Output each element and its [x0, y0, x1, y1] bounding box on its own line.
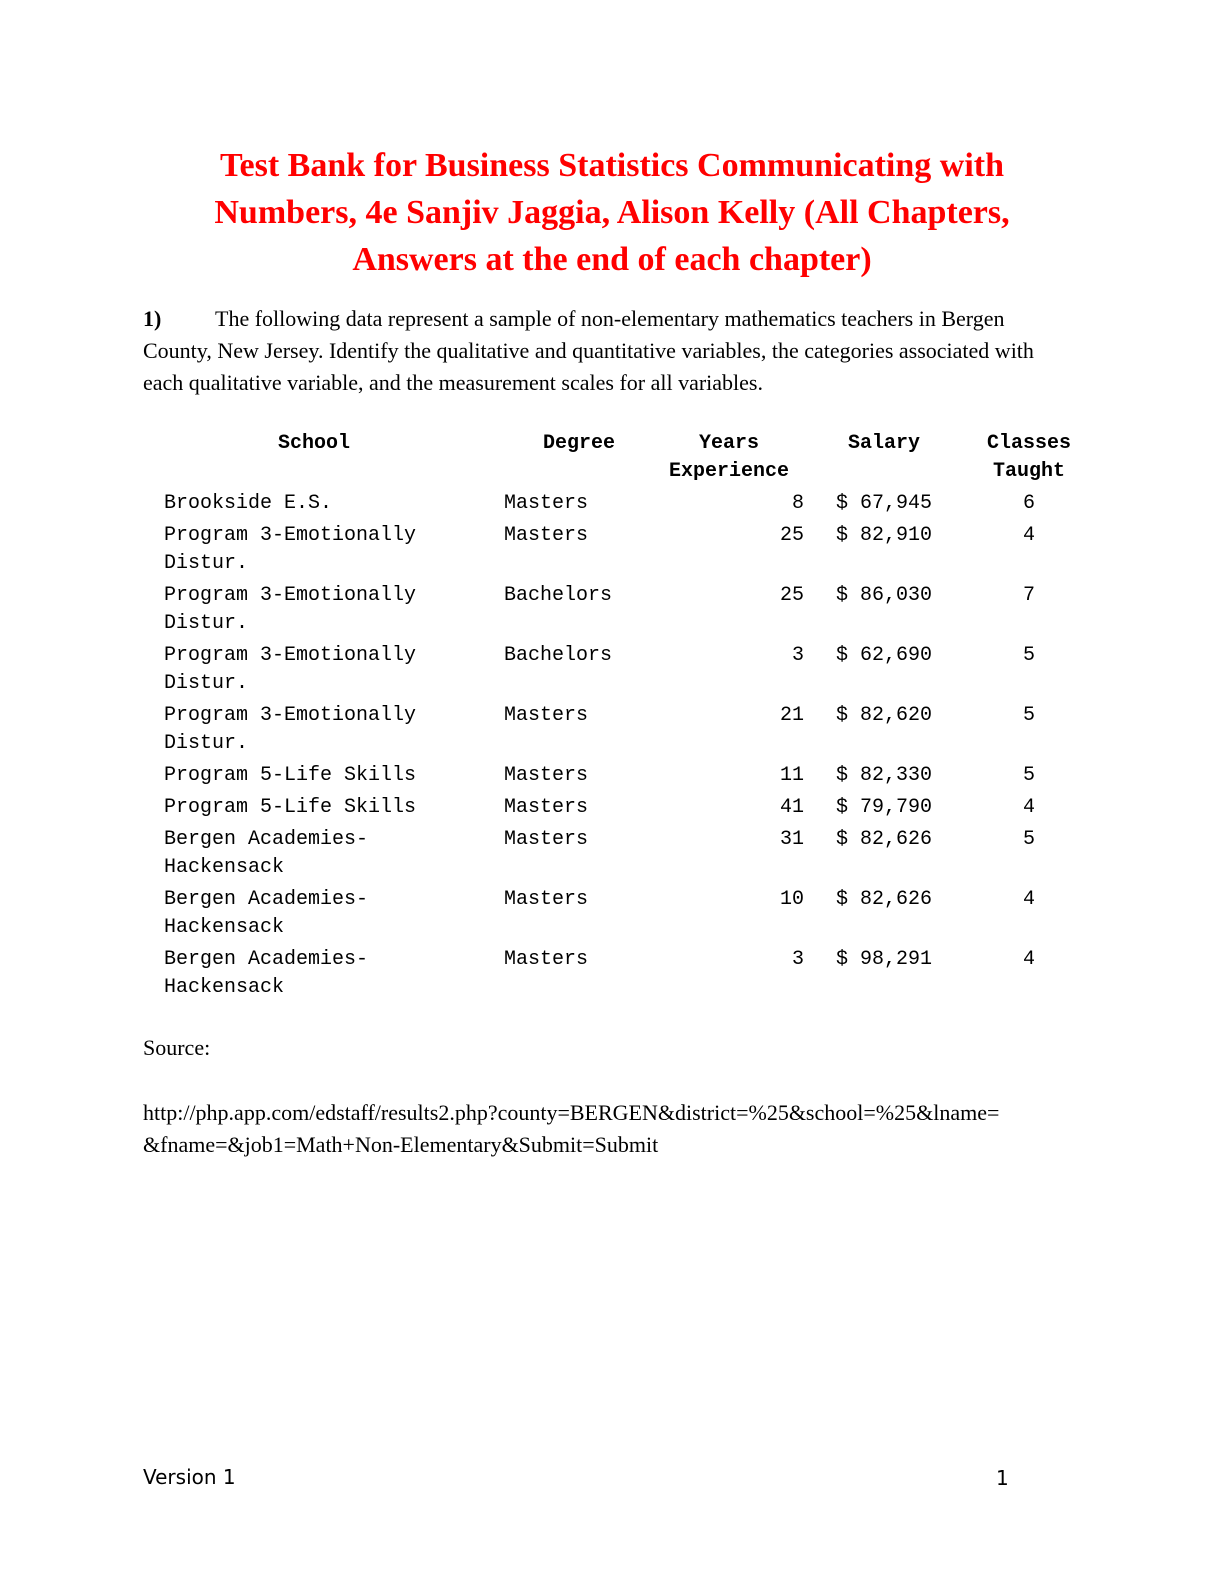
- header-years-line1: Years: [698, 432, 759, 455]
- source-url-line1[interactable]: http://php.app.com/edstaff/results2.php?county=BERGEN&district=%25&school=%25&lname=: [143, 1100, 1000, 1125]
- header-classes-line2: Taught: [992, 460, 1065, 483]
- cell-years: [654, 490, 804, 522]
- cell-classes: 6: [1022, 492, 1035, 515]
- cell-degree: Masters: [504, 828, 589, 851]
- table-row: [160, 826, 1094, 886]
- table-row: [160, 642, 1094, 702]
- cell-salary: $ 82,620: [835, 704, 932, 727]
- cell-classes: 4: [1022, 524, 1035, 547]
- cell-years: [654, 702, 804, 762]
- cell-degree: Masters: [504, 524, 589, 547]
- question-number: 1): [143, 306, 162, 331]
- source-url-line2[interactable]: &fname=&job1=Math+Non-Elementary&Submit=Submit: [143, 1132, 659, 1157]
- cell-salary: $ 86,030: [835, 584, 932, 607]
- cell-classes: 4: [1022, 948, 1035, 971]
- cell-degree: Masters: [504, 796, 589, 819]
- cell-degree: Bachelors: [504, 644, 613, 667]
- cell-salary: $ 82,330: [835, 764, 932, 787]
- cell-school: [160, 946, 504, 1006]
- table-row: [160, 794, 1094, 826]
- cell-degree: Masters: [504, 492, 589, 515]
- cell-classes: 4: [1022, 888, 1035, 911]
- school-line2: Distur.: [164, 612, 249, 635]
- header-classes-line1: Classes: [986, 432, 1071, 455]
- cell-classes: 4: [1022, 796, 1035, 819]
- years-value: 41: [779, 796, 804, 819]
- cell-years: [654, 762, 804, 794]
- cell-classes: 7: [1022, 584, 1035, 607]
- cell-salary: $ 82,626: [835, 888, 932, 911]
- footer-version: Version 1: [143, 1465, 236, 1489]
- cell-salary: $ 98,291: [835, 948, 932, 971]
- header-degree: Degree: [542, 432, 615, 455]
- school-line2: Distur.: [164, 732, 249, 755]
- table-row: [160, 762, 1094, 794]
- cell-degree: Masters: [504, 704, 589, 727]
- table-row: [160, 946, 1094, 1006]
- cell-school: [160, 794, 504, 826]
- cell-salary: $ 82,910: [835, 524, 932, 547]
- school-line1: Bergen Academies-: [164, 888, 369, 911]
- cell-classes: 5: [1022, 764, 1035, 787]
- document-title: [140, 142, 1084, 283]
- school-line1: Brookside E.S.: [164, 492, 333, 515]
- years-value: 10: [779, 888, 804, 911]
- cell-classes: 5: [1022, 828, 1035, 851]
- years-value: 11: [779, 764, 804, 787]
- school-line1: Program 5-Life Skills: [164, 796, 417, 819]
- teacher-data-table: [160, 430, 1094, 1006]
- cell-degree: Bachelors: [504, 584, 613, 607]
- cell-school: [160, 490, 504, 522]
- school-line1: Bergen Academies-: [164, 828, 369, 851]
- school-line1: Bergen Academies-: [164, 948, 369, 971]
- table-header-row: [160, 430, 1094, 490]
- cell-school: [160, 826, 504, 886]
- cell-degree: Masters: [504, 888, 589, 911]
- cell-years: [654, 826, 804, 886]
- years-value: 3: [791, 948, 804, 971]
- cell-years: [654, 794, 804, 826]
- years-value: 21: [779, 704, 804, 727]
- school-line2: Hackensack: [164, 916, 285, 939]
- cell-school: [160, 702, 504, 762]
- title-line-1: Test Bank for Business Statistics Communicating with: [219, 147, 1004, 184]
- footer-page-number: 1: [996, 1466, 1009, 1490]
- header-years-line2: Experience: [668, 460, 790, 483]
- header-years-experience: [654, 430, 804, 490]
- cell-school: [160, 762, 504, 794]
- school-line2: Hackensack: [164, 976, 285, 999]
- cell-school: [160, 642, 504, 702]
- school-line1: Program 3-Emotionally: [164, 584, 417, 607]
- table-body: [160, 490, 1094, 1006]
- years-value: 8: [791, 492, 804, 515]
- school-line1: Program 3-Emotionally: [164, 704, 417, 727]
- school-line1: Program 3-Emotionally: [164, 644, 417, 667]
- cell-years: [654, 522, 804, 582]
- table-row: [160, 702, 1094, 762]
- school-line2: Distur.: [164, 552, 249, 575]
- table-row: [160, 582, 1094, 642]
- table-row: [160, 886, 1094, 946]
- table-row: [160, 522, 1094, 582]
- cell-degree: Masters: [504, 948, 589, 971]
- cell-salary: $ 79,790: [835, 796, 932, 819]
- cell-degree: Masters: [504, 764, 589, 787]
- cell-salary: $ 82,626: [835, 828, 932, 851]
- cell-classes: 5: [1022, 704, 1035, 727]
- cell-classes: 5: [1022, 644, 1035, 667]
- school-line2: Hackensack: [164, 856, 285, 879]
- title-line-3: Answers at the end of each chapter): [352, 241, 872, 278]
- years-value: 25: [779, 524, 804, 547]
- years-value: 25: [779, 584, 804, 607]
- school-line1: Program 5-Life Skills: [164, 764, 417, 787]
- header-school: School: [277, 432, 350, 455]
- school-line2: Distur.: [164, 672, 249, 695]
- school-line1: Program 3-Emotionally: [164, 524, 417, 547]
- cell-school: [160, 886, 504, 946]
- years-value: 3: [791, 644, 804, 667]
- cell-school: [160, 582, 504, 642]
- header-classes-taught: [964, 430, 1094, 490]
- years-value: 31: [779, 828, 804, 851]
- cell-years: [654, 582, 804, 642]
- question-block: [143, 303, 1078, 399]
- title-line-2: Numbers, 4e Sanjiv Jaggia, Alison Kelly (All Chapters,: [214, 194, 1010, 231]
- cell-years: [654, 642, 804, 702]
- header-salary: Salary: [847, 432, 920, 455]
- cell-years: [654, 946, 804, 1006]
- source-label: Source:: [143, 1035, 211, 1060]
- table-row: [160, 490, 1094, 522]
- cell-salary: $ 62,690: [835, 644, 932, 667]
- source-url[interactable]: [143, 1097, 1093, 1161]
- cell-school: [160, 522, 504, 582]
- question-text: The following data represent a sample of non-elementary mathematics teachers in Bergen County, New Jersey. Identify the qualitative and quantitative variables, the categories associated with each qualitative variable, and the measurement scales for all variables.: [143, 306, 1034, 395]
- cell-salary: $ 67,945: [835, 492, 932, 515]
- cell-years: [654, 886, 804, 946]
